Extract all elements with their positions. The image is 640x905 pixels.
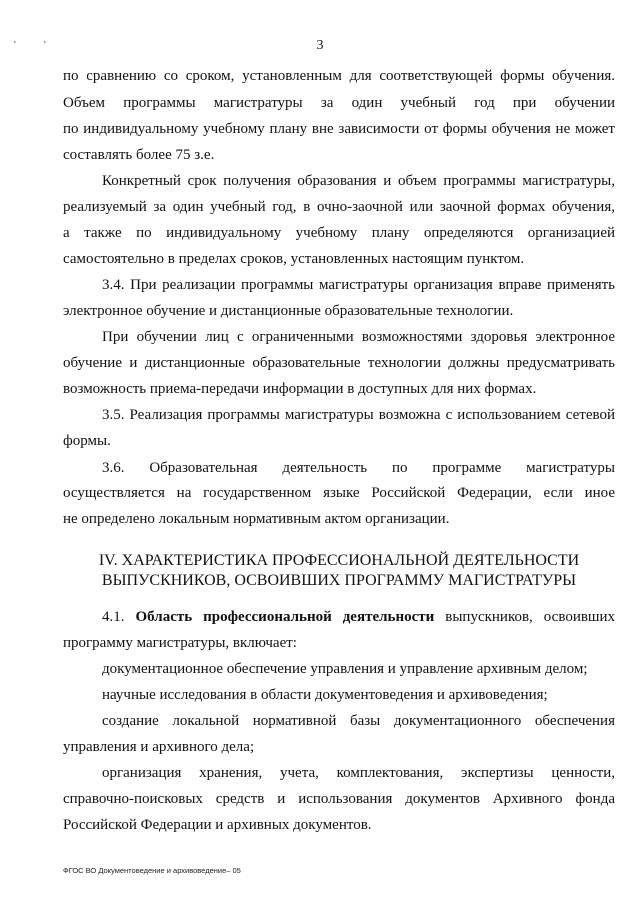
list-item: организация хранения, учета, комплектования, экспертизы ценности, xyxy=(102,765,615,781)
text-line: по сравнению со сроком, установленным для соответствующей формы обучения. xyxy=(63,68,615,84)
text-line: реализуемый за один учебный год, в очно-заочной или заочной формах обучения, xyxy=(63,199,615,215)
text-line: электронное обучение и дистанционные образовательные технологии. xyxy=(63,303,514,319)
text-line: справочно-поисковых средств и использования документов Архивного фонда xyxy=(63,791,615,807)
list-item: создание локальной нормативной базы документационного обеспечения xyxy=(102,713,615,729)
text-line: самостоятельно в пределах сроков, установленных настоящим пунктом. xyxy=(63,251,525,267)
list-item: научные исследования в области документоведения и архивоведения; xyxy=(102,687,548,703)
scan-mark: ' xyxy=(44,40,46,51)
text-line: не определено локальным нормативным актом организации. xyxy=(63,511,450,527)
scan-mark: ' xyxy=(14,40,16,51)
text-line: 3.6. Образовательная деятельность по программе магистратуры xyxy=(102,460,615,476)
section-heading-line-1: IV. ХАРАКТЕРИСТИКА ПРОФЕССИОНАЛЬНОЙ ДЕЯТЕЛЬНОСТИ xyxy=(98,552,580,569)
text-line: 3.4. При реализации программы магистратуры организация вправе применять xyxy=(102,277,615,293)
text-line: обучение и дистанционные образовательные технологии должны предусматривать xyxy=(63,355,615,371)
text-line: формы. xyxy=(63,433,111,449)
text-line: составлять более 75 з.е. xyxy=(63,147,215,163)
text-line: а также по индивидуальному учебному плану определяются организацией xyxy=(63,225,615,241)
text-line: по индивидуальному учебному плану вне зависимости от формы обучения не может xyxy=(63,121,615,137)
text-line: Российской Федерации и архивных документов. xyxy=(63,817,372,833)
text-line: При обучении лиц с ограниченными возможностями здоровья электронное xyxy=(102,329,615,345)
text-line: программу магистратуры, включает: xyxy=(63,635,297,651)
bold-term: Область профессиональной деятельности xyxy=(135,609,435,625)
section-heading-line-2: ВЫПУСКНИКОВ, ОСВОИВШИХ ПРОГРАММУ МАГИСТРАТУРЫ xyxy=(101,572,577,589)
text-line: Конкретный срок получения образования и объем программы магистратуры, xyxy=(102,173,615,189)
text-fragment: выпускников, освоивших xyxy=(445,609,616,625)
list-item: документационное обеспечение управления и управление архивным делом; xyxy=(102,661,588,677)
footer-label: ФГОС ВО Документоведение и архивоведение– 05 xyxy=(63,866,241,875)
clause-number: 4.1. xyxy=(102,609,125,625)
text-line: осуществляется на государственном языке Российской Федерации, если иное xyxy=(63,485,615,501)
text-line: 3.5. Реализация программы магистратуры возможна с использованием сетевой xyxy=(102,407,615,423)
text-line: возможность приема-передачи информации в доступных для них формах. xyxy=(63,381,537,397)
text-line: управления и архивного дела; xyxy=(63,739,255,755)
page-number: 3 xyxy=(316,38,324,53)
text-line xyxy=(63,605,615,630)
text-line: Объем программы магистратуры за один учебный год при обучении xyxy=(63,95,615,111)
